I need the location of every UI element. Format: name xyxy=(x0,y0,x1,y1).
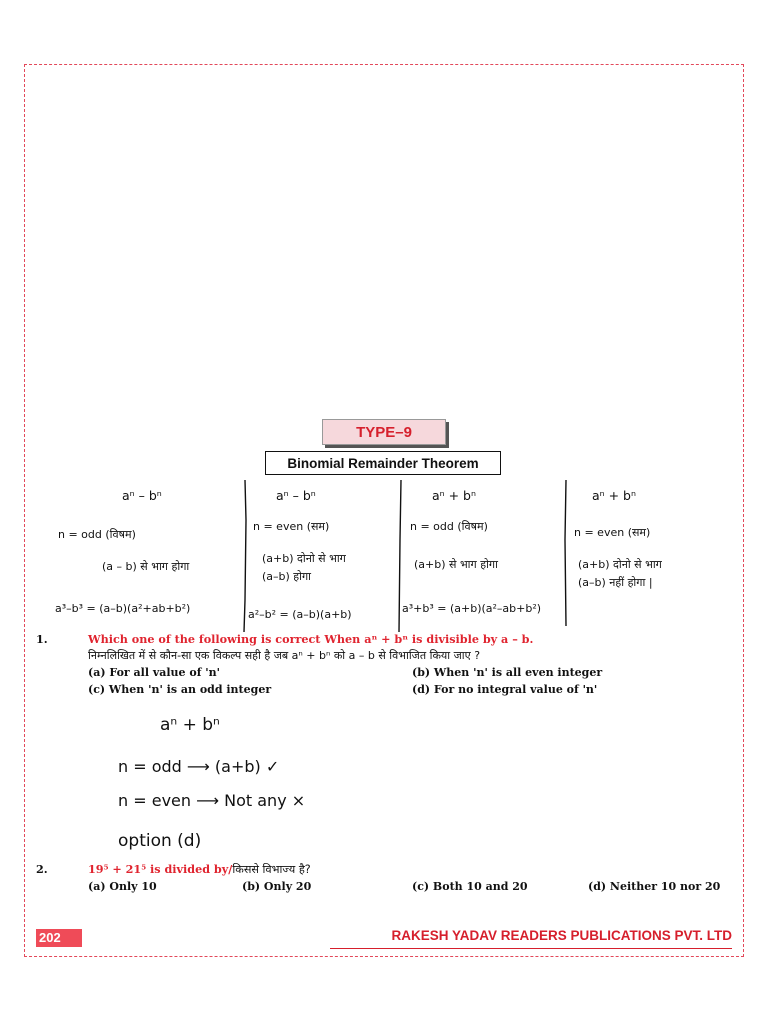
col2-rule-1: (a+b) दोनो से भाग xyxy=(262,552,346,565)
col3-head: aⁿ + bⁿ xyxy=(432,488,476,503)
solution-line-2: n = odd ⟶ (a+b) ✓ xyxy=(118,757,280,776)
q2-option-c: (c) Both 10 and 20 xyxy=(412,880,528,893)
solution-line-1: aⁿ + bⁿ xyxy=(160,715,220,735)
q2-text-hi: किससे विभाज्य है? xyxy=(232,863,311,876)
col3-example: a³+b³ = (a+b)(a²–ab+b²) xyxy=(402,602,542,615)
col2-example: a²–b² = (a–b)(a+b) xyxy=(248,608,352,621)
q1-option-c: (c) When 'n' is an odd integer xyxy=(88,683,272,696)
section-subtitle: Binomial Remainder Theorem xyxy=(265,451,501,475)
col2-condition: n = even (सम) xyxy=(253,520,330,533)
q2-text xyxy=(88,862,311,877)
col4-rule-1: (a+b) दोनो से भाग xyxy=(578,558,662,571)
q1-option-a: (a) For all value of 'n' xyxy=(88,666,221,679)
q2-option-a: (a) Only 10 xyxy=(88,880,157,893)
col3-rule: (a+b) से भाग होगा xyxy=(414,558,498,571)
q2-text-en: 19⁵ + 21⁵ is divided by/ xyxy=(88,862,233,876)
col4-rule-2: (a–b) नहीं होगा | xyxy=(578,576,653,589)
col1-condition: n = odd (विषम) xyxy=(58,528,136,541)
col2-rule-2: (a–b) होगा xyxy=(262,570,312,583)
col3-condition: n = odd (विषम) xyxy=(410,520,488,533)
col1-head: aⁿ – bⁿ xyxy=(122,488,162,503)
col1-example: a³–b³ = (a–b)(a²+ab+b²) xyxy=(55,602,191,615)
q1-option-b: (b) When 'n' is all even integer xyxy=(412,666,603,679)
page-number: 202 xyxy=(36,929,82,947)
q1-number: 1. xyxy=(36,632,48,646)
q2-number: 2. xyxy=(36,862,48,876)
col2-head: aⁿ – bⁿ xyxy=(276,488,316,503)
q1-hindi: निम्नलिखित में से कौन-सा एक विकल्प सही है जब aⁿ + bⁿ को a – b से विभाजित किया जाए ? xyxy=(88,649,481,662)
q2-option-d: (d) Neither 10 nor 20 xyxy=(588,880,721,893)
publisher-name: RAKESH YADAV READERS PUBLICATIONS PVT. LTD xyxy=(330,928,732,949)
solution-line-4: option (d) xyxy=(118,831,202,851)
col4-head: aⁿ + bⁿ xyxy=(592,488,636,503)
q1-option-d: (d) For no integral value of 'n' xyxy=(412,683,598,696)
page-border xyxy=(24,64,744,957)
solution-line-3: n = even ⟶ Not any × xyxy=(118,791,306,810)
col4-condition: n = even (सम) xyxy=(574,526,651,539)
type-title: TYPE–9 xyxy=(322,419,446,445)
q2-option-b: (b) Only 20 xyxy=(242,880,312,893)
q1-text: Which one of the following is correct When aⁿ + bⁿ is divisible by a – b. xyxy=(88,632,534,646)
col1-rule: (a – b) से भाग होगा xyxy=(102,560,190,573)
